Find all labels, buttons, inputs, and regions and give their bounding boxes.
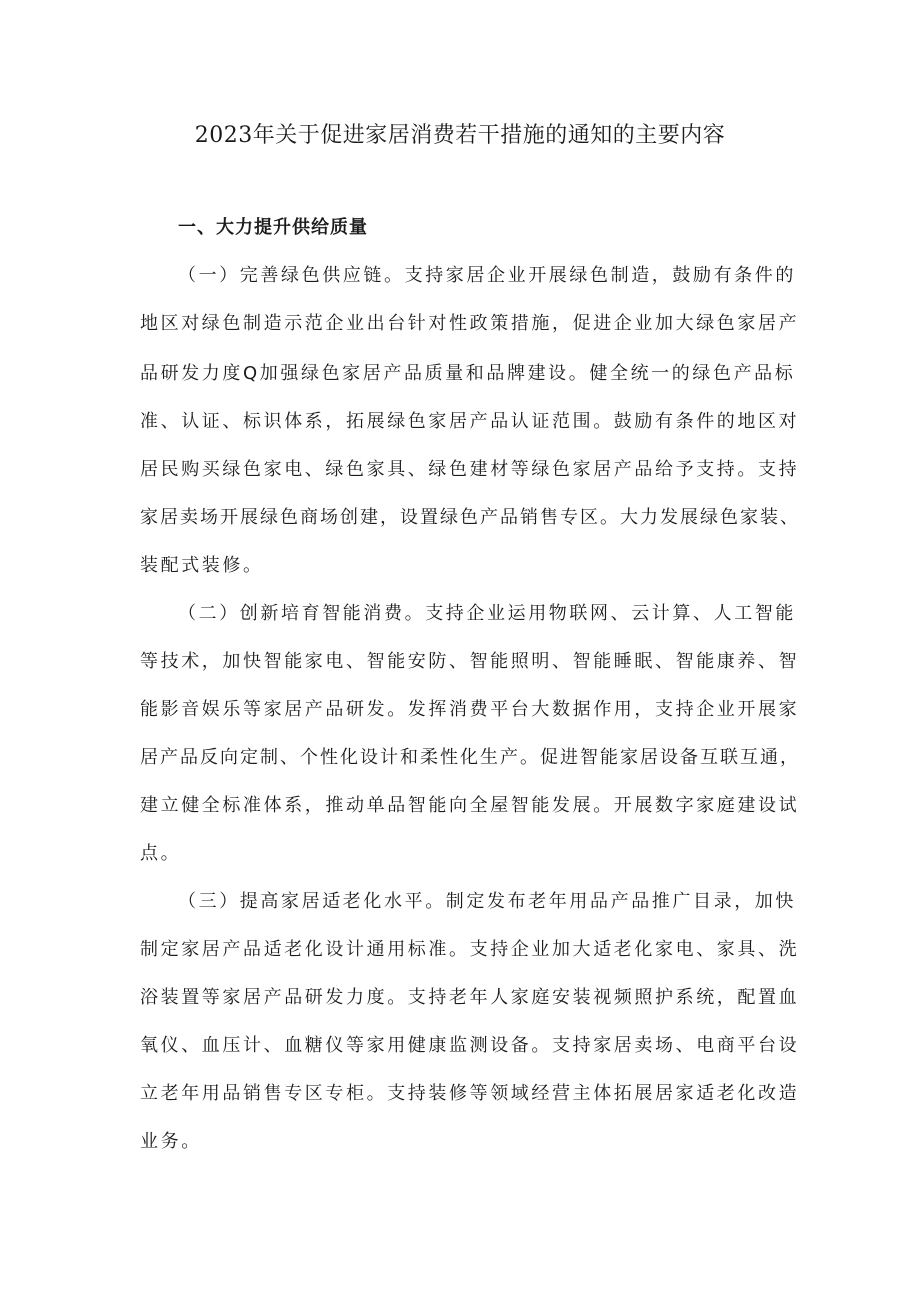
paragraph-3-line-1: （三）提高家居适老化水平。制定发布老年用品产品推广目录，加快 [178, 891, 796, 912]
paragraph-2-line-1: （二）创新培育智能消费。支持企业运用物联网、云计算、人工智能 [178, 603, 796, 624]
paragraph-1-line-2: 地区对绿色制造示范企业出台针对性政策措施，促进企业加大绿色家居产 [140, 313, 800, 334]
paragraph-2-line-6: 点。 [140, 843, 182, 864]
paragraph-1-line-6: 家居卖场开展绿色商场创建，设置绿色产品销售专区。大力发展绿色家装、 [140, 507, 800, 528]
paragraph-3-line-2: 制定家居产品适老化设计通用标准。支持企业加大适老化家电、家具、洗 [140, 939, 800, 960]
paragraph-2-line-3: 能影音娱乐等家居产品研发。发挥消费平台大数据作用，支持企业开展家 [140, 699, 800, 720]
paragraph-3-line-4: 氧仪、血压计、血糖仪等家用健康监测设备。支持家居卖场、电商平台设 [140, 1035, 800, 1056]
paragraph-1-line-1: （一）完善绿色供应链。支持家居企业开展绿色制造，鼓励有条件的 [178, 265, 796, 286]
paragraph-2-line-2: 等技术，加快智能家电、智能安防、智能照明、智能睡眠、智能康养、智 [140, 651, 800, 672]
paragraph-1-line-5: 居民购买绿色家电、绿色家具、绿色建材等绿色家居产品给予支持。支持 [140, 459, 800, 480]
paragraph-1-line-4: 准、认证、标识体系，拓展绿色家居产品认证范围。鼓励有条件的地区对 [140, 411, 800, 432]
paragraph-2-line-5: 建立健全标准体系，推动单品智能向全屋智能发展。开展数字家庭建设试 [140, 795, 800, 816]
paragraph-1-line-3: 品研发力度Q加强绿色家居产品质量和品牌建设。健全统一的绿色产品标 [140, 363, 796, 384]
paragraph-3-line-6: 业务。 [140, 1131, 202, 1152]
paragraph-1-line-7: 装配式装修。 [140, 555, 264, 576]
section-heading: 一、大力提升供给质量 [178, 217, 368, 238]
paragraph-3-line-5: 立老年用品销售专区专柜。支持装修等领域经营主体拓展居家适老化改造 [140, 1083, 800, 1104]
document-title: 2023年关于促进家居消费若干措施的通知的主要内容 [194, 123, 726, 148]
paragraph-2-line-4: 居产品反向定制、个性化设计和柔性化生产。促进智能家居设备互联互通， [140, 747, 800, 768]
paragraph-3-line-3: 浴装置等家居产品研发力度。支持老年人家庭安装视频照护系统，配置血 [140, 987, 800, 1008]
